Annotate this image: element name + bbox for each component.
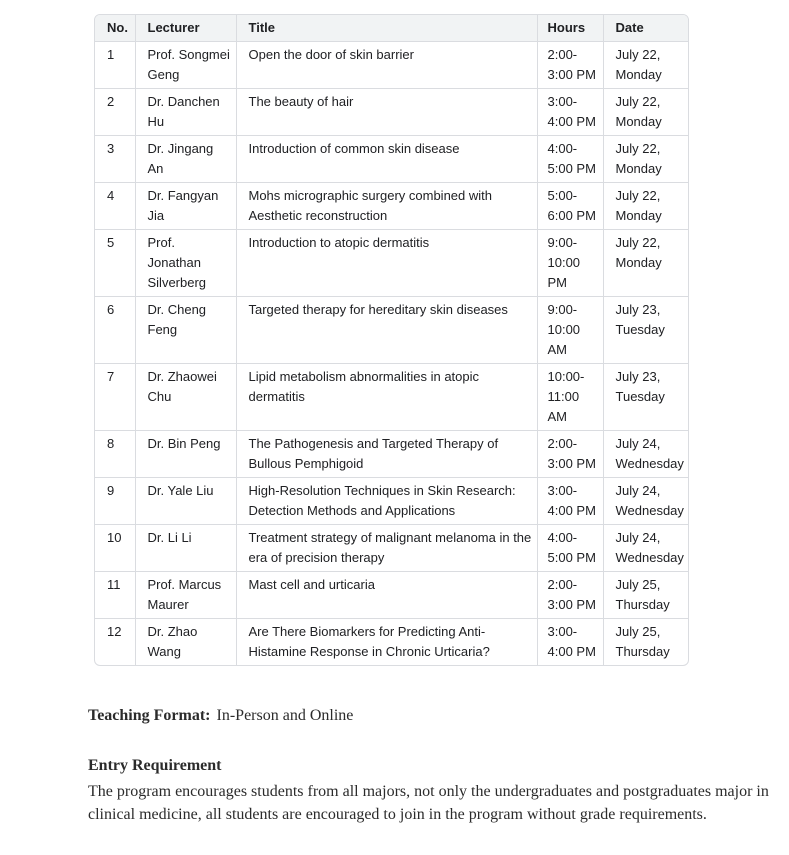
cell-hours: 3:00-4:00 PM (537, 619, 603, 666)
cell-date: July 22, Monday (603, 230, 688, 297)
cell-no: 4 (95, 183, 135, 230)
table-row (95, 572, 688, 619)
cell-no: 6 (95, 297, 135, 364)
table-row (95, 431, 688, 478)
cell-no: 1 (95, 42, 135, 89)
cell-hours: 5:00-6:00 PM (537, 183, 603, 230)
table-row (95, 619, 688, 666)
cell-lecturer: Dr. Bin Peng (135, 431, 236, 478)
cell-hours: 9:00-10:00 AM (537, 297, 603, 364)
cell-no: 8 (95, 431, 135, 478)
entry-requirement-heading: Entry Requirement (88, 757, 222, 774)
table-row (95, 525, 688, 572)
cell-title: Mast cell and urticaria (236, 572, 537, 619)
cell-lecturer: Dr. Yale Liu (135, 478, 236, 525)
cell-lecturer: Dr. Danchen Hu (135, 89, 236, 136)
cell-hours: 2:00-3:00 PM (537, 572, 603, 619)
table-header-row (95, 15, 688, 42)
cell-date: July 23, Tuesday (603, 364, 688, 431)
cell-hours: 9:00-10:00 PM (537, 230, 603, 297)
cell-title: The beauty of hair (236, 89, 537, 136)
cell-date: July 23, Tuesday (603, 297, 688, 364)
cell-lecturer: Dr. Fangyan Jia (135, 183, 236, 230)
cell-no: 10 (95, 525, 135, 572)
table-row (95, 297, 688, 364)
cell-hours: 4:00-5:00 PM (537, 525, 603, 572)
cell-date: July 24, Wednesday (603, 525, 688, 572)
table-row (95, 230, 688, 297)
cell-title: Are There Biomarkers for Predicting Anti-Histamine Response in Chronic Urticaria? (236, 619, 537, 666)
cell-lecturer: Dr. Zhaowei Chu (135, 364, 236, 431)
table-row (95, 89, 688, 136)
cell-lecturer: Dr. Li Li (135, 525, 236, 572)
cell-date: July 22, Monday (603, 89, 688, 136)
table-row (95, 364, 688, 431)
cell-title: High-Resolution Techniques in Skin Research: Detection Methods and Applications (236, 478, 537, 525)
entry-requirement-body: The program encourages students from all majors, not only the undergraduates and postgraduates major in clinical medicine, all students are encouraged to join in the program without grade requirements. (88, 783, 769, 823)
cell-hours: 10:00-11:00 AM (537, 364, 603, 431)
column-header-date: Date (603, 15, 688, 42)
cell-no: 5 (95, 230, 135, 297)
teaching-format-label: Teaching Format: (88, 707, 211, 724)
cell-title: Introduction to atopic dermatitis (236, 230, 537, 297)
table-body (95, 42, 688, 666)
schedule-table-container (94, 14, 689, 666)
table-row (95, 478, 688, 525)
teaching-format-value: In-Person and Online (216, 707, 354, 724)
cell-title: The Pathogenesis and Targeted Therapy of Bullous Pemphigoid (236, 431, 537, 478)
cell-title: Lipid metabolism abnormalities in atopic dermatitis (236, 364, 537, 431)
table-row (95, 183, 688, 230)
cell-date: July 25, Thursday (603, 572, 688, 619)
teaching-format-line (88, 704, 789, 727)
cell-hours: 3:00-4:00 PM (537, 478, 603, 525)
cell-lecturer: Dr. Zhao Wang (135, 619, 236, 666)
cell-lecturer: Dr. Jingang An (135, 136, 236, 183)
cell-title: Introduction of common skin disease (236, 136, 537, 183)
cell-lecturer: Prof. Songmei Geng (135, 42, 236, 89)
cell-no: 7 (95, 364, 135, 431)
column-header-title: Title (236, 15, 537, 42)
cell-date: July 25, Thursday (615, 624, 670, 659)
cell-hours: 3:00-4:00 PM (537, 89, 603, 136)
lecture-schedule-table (95, 15, 688, 665)
cell-no: 2 (95, 89, 135, 136)
cell-title: Open the door of skin barrier (236, 42, 537, 89)
cell-no: 9 (95, 478, 135, 525)
table-row (95, 136, 688, 183)
column-header-lecturer: Lecturer (135, 15, 236, 42)
cell-lecturer: Dr. Cheng Feng (135, 297, 236, 364)
cell-hours: 2:00-3:00 PM (537, 431, 603, 478)
cell-no: 11 (95, 572, 135, 619)
cell-title: Treatment strategy of malignant melanoma in the era of precision therapy (236, 525, 537, 572)
cell-date: July 24, Wednesday (603, 431, 688, 478)
cell-date: July 22, Monday (603, 136, 688, 183)
cell-title: Mohs micrographic surgery combined with Aesthetic reconstruction (236, 183, 537, 230)
cell-hours: 4:00-5:00 PM (537, 136, 603, 183)
cell-date: July 24, Wednesday (603, 478, 688, 525)
cell-no: 3 (95, 136, 135, 183)
table-row (95, 42, 688, 89)
cell-title: Targeted therapy for hereditary skin diseases (236, 297, 537, 364)
cell-lecturer: Prof. Jonathan Silverberg (135, 230, 236, 297)
column-header-no: No. (95, 15, 135, 42)
cell-no: 12 (95, 619, 135, 666)
cell-date: July 22, Monday (603, 183, 688, 230)
column-header-hours: Hours (537, 15, 603, 42)
cell-date: July 22, Monday (603, 42, 688, 89)
cell-hours: 2:00-3:00 PM (537, 42, 603, 89)
cell-lecturer: Prof. Marcus Maurer (135, 572, 236, 619)
